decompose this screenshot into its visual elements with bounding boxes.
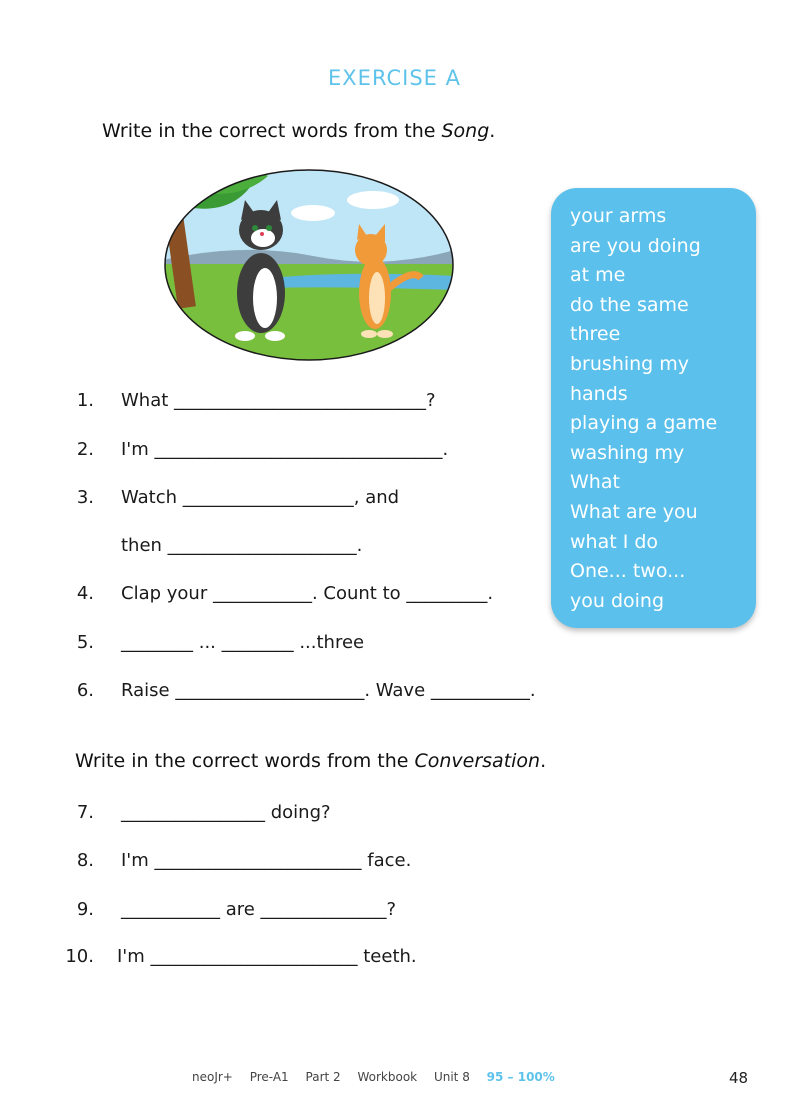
word-bank-item: playing a game: [570, 412, 718, 435]
word-bank-item: what I do: [570, 530, 659, 553]
question-text: I'm _______________________ face.: [121, 850, 412, 871]
question-text: I'm _______________________ teeth.: [117, 946, 417, 967]
question-number: 5.: [76, 632, 94, 653]
cats-illustration: [163, 168, 455, 362]
footer-book: Workbook: [357, 1070, 418, 1084]
question-number: 6.: [76, 680, 94, 701]
word-bank-item: three: [570, 323, 621, 346]
song-heading-end: .: [489, 120, 496, 142]
word-bank-item: What: [570, 471, 620, 494]
footer-brand: neoJr+: [192, 1070, 233, 1084]
word-bank-item: you doing: [570, 589, 665, 612]
question-text: ________________ doing?: [121, 802, 331, 823]
word-bank-item: What are you: [570, 500, 698, 523]
word-bank-item: your arms: [570, 205, 667, 227]
song-heading-text: Write in the correct words from the: [102, 120, 442, 142]
song-heading: [102, 120, 495, 142]
question-text: I'm ________________________________.: [121, 439, 449, 460]
footer-part: Part 2: [305, 1070, 341, 1084]
footer-unit: Unit 8: [433, 1070, 470, 1084]
question-number: 7.: [76, 802, 94, 823]
conversation-heading-text: Write in the correct words from the: [75, 750, 415, 772]
question-number: 8.: [76, 850, 94, 871]
exercise-title: EXERCISE A: [328, 66, 461, 90]
page-number: 48: [729, 1069, 749, 1087]
question-number: 2.: [76, 439, 94, 460]
word-bank: [551, 188, 756, 628]
question-text: ________ ... ________ ...three: [121, 632, 365, 653]
word-bank-item: brushing my: [570, 352, 690, 375]
word-bank-item: hands: [570, 382, 628, 405]
conversation-heading-emph: Conversation: [414, 750, 541, 772]
conversation-heading-end: .: [540, 750, 547, 772]
footer-score: 95 – 100%: [486, 1070, 555, 1084]
question-text: What ____________________________?: [121, 390, 436, 411]
word-bank-item: at me: [570, 264, 626, 287]
footer: [192, 1070, 568, 1084]
word-bank-item: do the same: [570, 293, 689, 316]
song-heading-emph: Song: [441, 120, 490, 142]
word-bank-item: One... two...: [570, 560, 686, 583]
question-text: then _____________________.: [121, 535, 363, 556]
conversation-heading: [75, 750, 546, 772]
question-text: Raise _____________________. Wave ___________.: [121, 680, 536, 701]
question-number: 4.: [76, 583, 94, 604]
question-text: ___________ are ______________?: [121, 899, 397, 920]
question-number: 1.: [76, 390, 94, 411]
footer-level: Pre-A1: [249, 1070, 289, 1084]
word-bank-item: washing my: [570, 441, 685, 464]
question-number: 9.: [76, 899, 94, 920]
question-text: Watch ___________________, and: [121, 487, 400, 508]
question-number: 3.: [76, 487, 94, 508]
word-bank-item: are you doing: [570, 234, 701, 257]
question-text: Clap your ___________. Count to _________.: [121, 583, 494, 604]
question-number: 10.: [65, 946, 94, 967]
